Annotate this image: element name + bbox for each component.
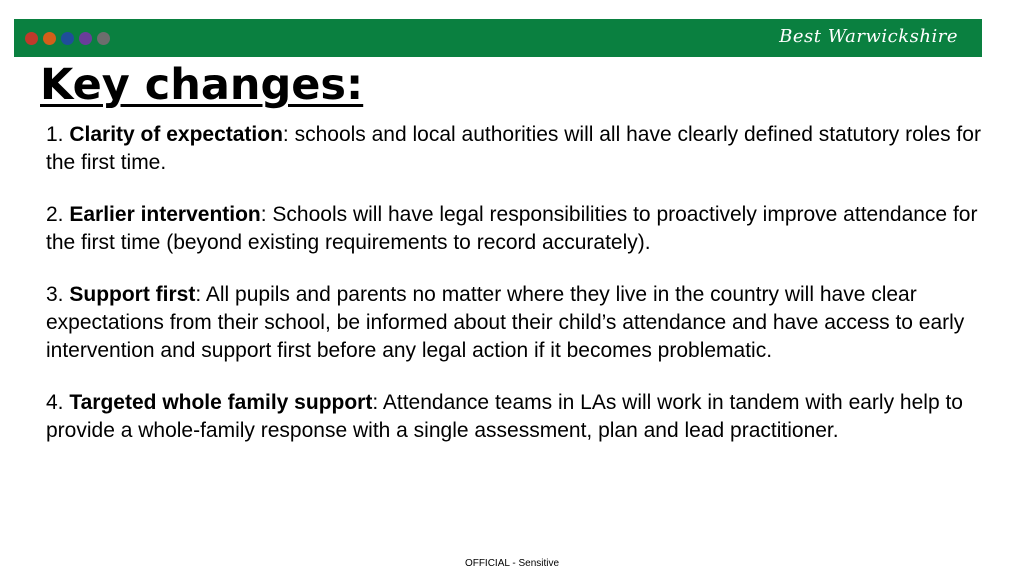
item-number: 4.	[46, 391, 70, 414]
list-item	[46, 281, 986, 365]
item-text: : All pupils and parents no matter where they live in the country will have clear expectations from their school, be informed about their child’s attendance and have access to early intervention and support first before any legal action if it becomes problematic.	[46, 283, 965, 362]
brand-name: Best Warwickshire	[779, 26, 958, 47]
item-heading: Targeted whole family support	[69, 391, 373, 414]
grey-dot-icon	[97, 32, 110, 45]
key-changes-list	[46, 121, 986, 469]
item-text: : Attendance teams in LAs will work in tandem with early help to provide a whole-family response with a single assessment, plan and lead practitioner.	[46, 391, 963, 442]
item-number: 3.	[46, 283, 70, 306]
classification-footer: OFFICIAL - Sensitive	[464, 558, 560, 569]
list-item	[46, 201, 986, 257]
item-number: 2.	[46, 203, 70, 226]
item-heading: Clarity of expectation	[69, 123, 283, 146]
color-dots	[25, 32, 110, 45]
item-heading: Earlier intervention	[69, 203, 261, 226]
list-item	[46, 121, 986, 177]
item-heading: Support first	[69, 283, 196, 306]
list-item	[46, 389, 986, 445]
page-title: Key changes:	[40, 60, 364, 110]
header-banner	[14, 19, 982, 57]
red-dot-icon	[25, 32, 38, 45]
blue-dot-icon	[61, 32, 74, 45]
item-text: : Schools will have legal responsibilities to proactively improve attendance for the first time (beyond existing requirements to record accurately).	[46, 203, 978, 254]
item-text: : schools and local authorities will all have clearly defined statutory roles for the first time.	[46, 123, 981, 174]
orange-dot-icon	[43, 32, 56, 45]
item-number: 1.	[46, 123, 70, 146]
purple-dot-icon	[79, 32, 92, 45]
